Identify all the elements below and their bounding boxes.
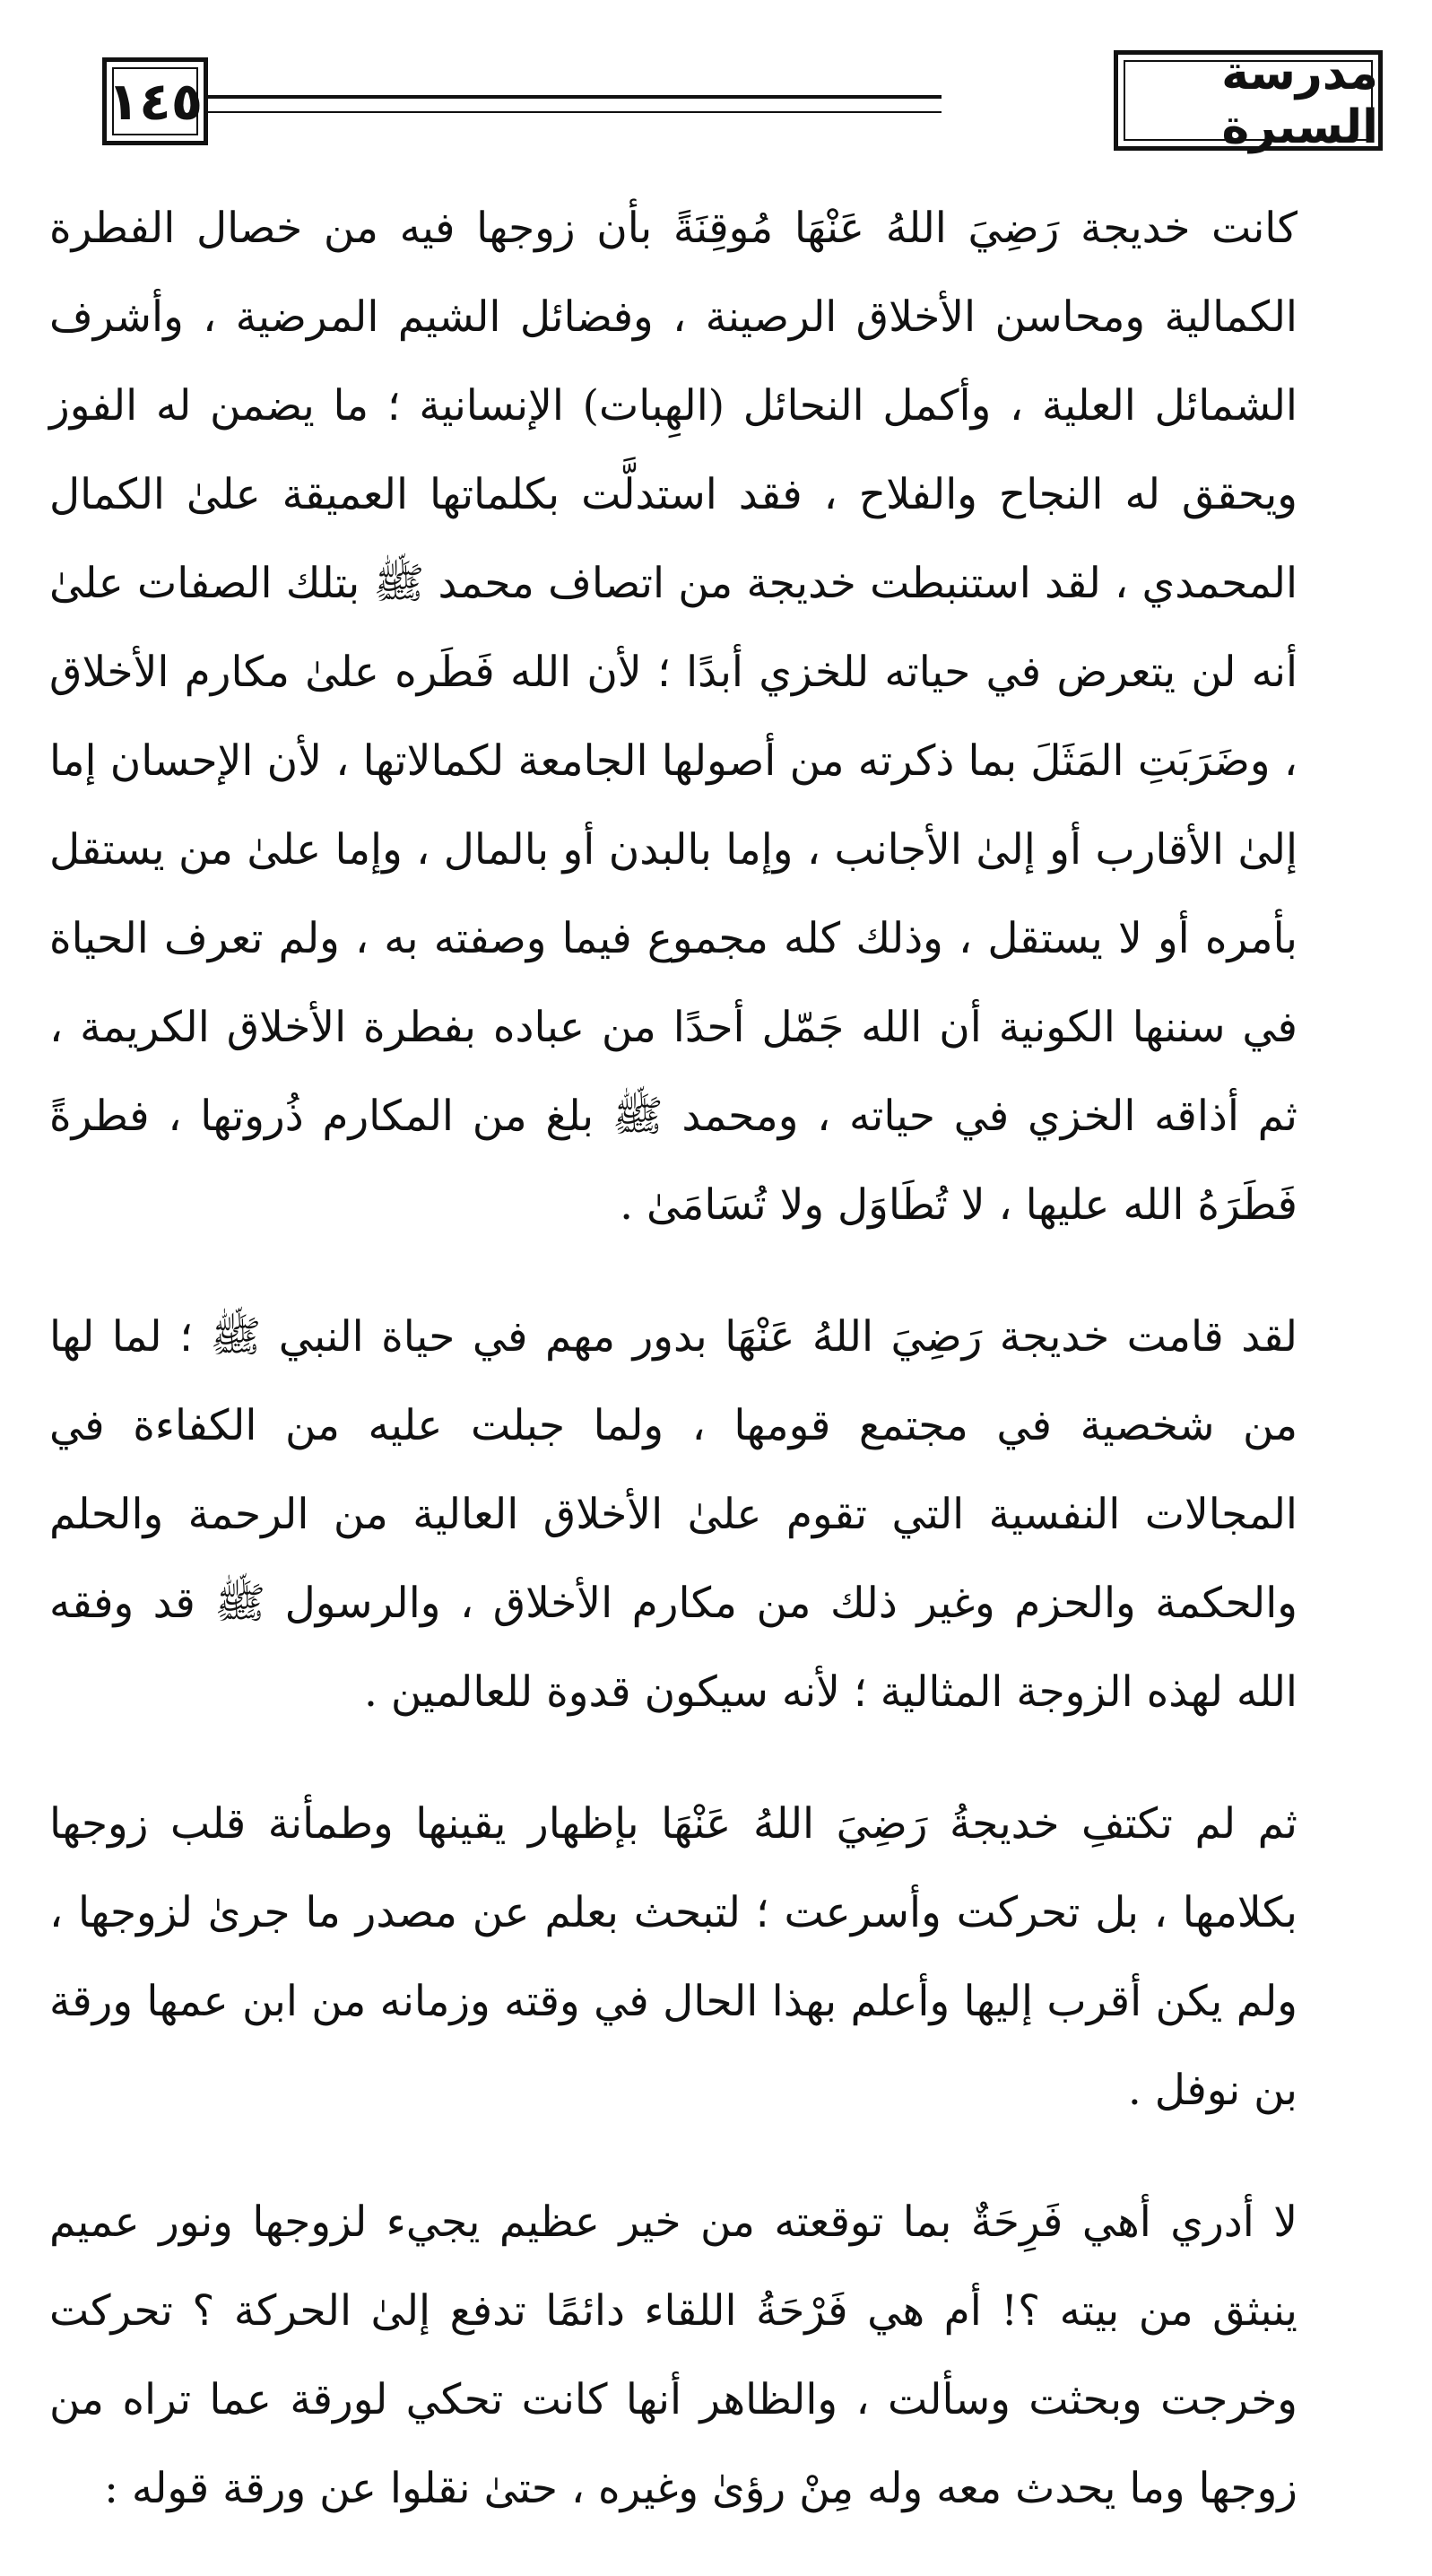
header-rule <box>163 95 942 113</box>
page-body <box>49 184 1383 2576</box>
paragraph-1: كانت خديجة رَضِيَ اللهُ عَنْهَا مُوقِنَةً بأن زوجها فيه من خصال الفطرة الكمالية ومحاسن الأخلاق الرصينة ، وفضائل الشيم المرضية ، وأشرف الشمائل العلية ، وأكمل النحائل (الهِبات) الإنسانية ؛ ما يضمن له الفوز ويحقق له النجاح والفلاح ، فقد استدلَّت بكلماتها العميقة علىٰ الكمال المحمدي ، لقد استنبطت خديجة من اتصاف محمد ﷺ بتلك الصفات علىٰ أنه لن يتعرض في حياته للخزي أبدًا ؛ لأن الله فَطَره علىٰ مكارم الأخلاق ، وضَرَبَتِ المَثَلَ بما ذكرته من أصولها الجامعة لكمالاتها ، لأن الإحسان إما إلىٰ الأقارب أو إلىٰ الأجانب ، وإما بالبدن أو بالمال ، وإما علىٰ من يستقل بأمره أو لا يستقل ، وذلك كله مجموع فيما وصفته به ، ولم تعرف الحياة في سننها الكونية أن الله جَمّل أحدًا من عباده بفطرة الأخلاق الكريمة ، ثم أذاقه الخزي في حياته ، ومحمد ﷺ بلغ من المكارم ذُروتها ، فطرةً فَطَرَهُ الله عليها ، لا تُطَاوَل ولا تُسَامَىٰ . <box>49 204 1297 1230</box>
paragraph-3: ثم لم تكتفِ خديجةُ رَضِيَ اللهُ عَنْهَا بإظهار يقينها وطمأنة قلب زوجها بكلامها ، بل تحركت وأسرعت ؛ لتبحث بعلم عن مصدر ما جرىٰ لزوجها ، ولم يكن أقرب إليها وأعلم بهذا الحال في وقته وزمانه من ابن عمها ورقة بن نوفل . <box>49 1799 1297 2115</box>
page-number: ١٤٥ <box>107 71 204 132</box>
running-title: مدرسة السيرة <box>1221 47 1378 154</box>
running-title-frame <box>1114 47 1383 154</box>
page-header <box>47 43 1383 154</box>
page-number-frame <box>102 57 208 145</box>
paragraph-2: لقد قامت خديجة رَضِيَ اللهُ عَنْهَا بدور مهم في حياة النبي ﷺ ؛ لما لها من شخصية في مجتمع قومها ، ولما جبلت عليه من الكفاءة في المجالات النفسية التي تقوم علىٰ الأخلاق العالية من الرحمة والحلم والحكمة والحزم وغير ذلك من مكارم الأخلاق ، والرسول ﷺ قد وفقه الله لهذه الزوجة المثالية ؛ لأنه سيكون قدوة للعالمين . <box>49 1312 1297 1717</box>
paragraph-4: لا أدري أهي فَرِحَةٌ بما توقعته من خير عظيم يجيء لزوجها ونور عميم ينبثق من بيته ؟! أم هي فَرْحَةُ اللقاء دائمًا تدفع إلىٰ الحركة ؟ تحركت وخرجت وبحثت وسألت ، والظاهر أنها كانت تحكي لورقة عما تراه من زوجها وما يحدث معه وله مِنْ رؤىٰ وغيره ، حتىٰ نقلوا عن ورقة قوله : <box>49 2197 1297 2513</box>
